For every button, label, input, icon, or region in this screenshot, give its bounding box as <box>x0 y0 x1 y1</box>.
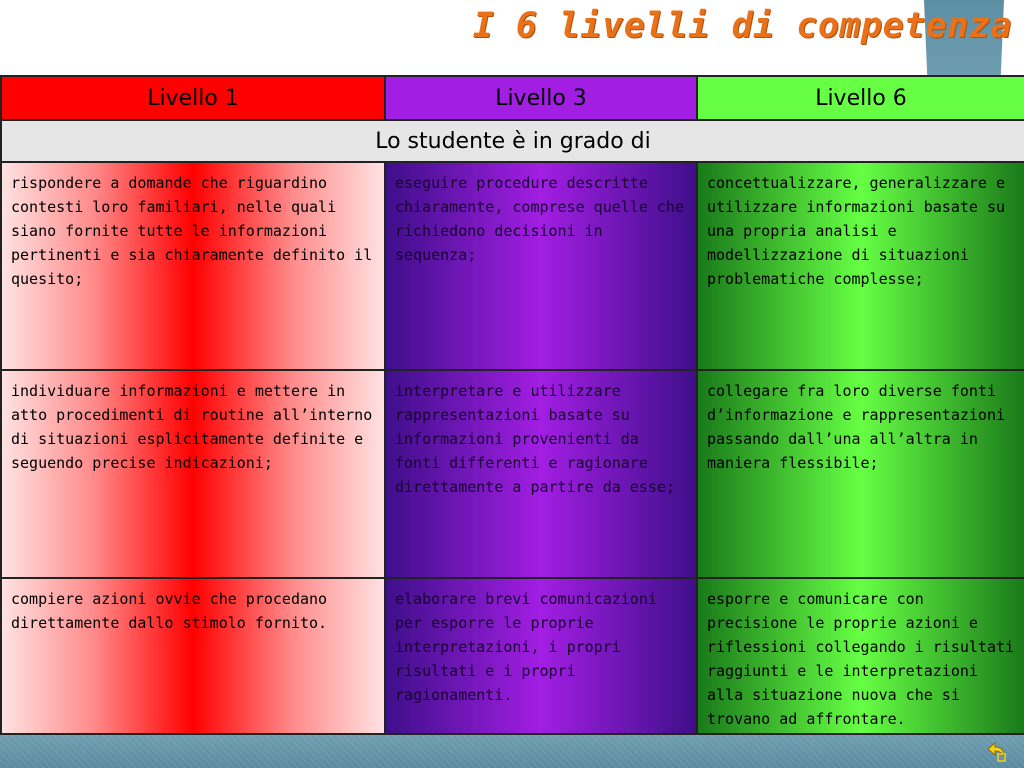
cell-text: compiere azioni ovvie che procedano direttamente dallo stimolo fornito. <box>11 590 328 632</box>
cell-text: concettualizzare, generalizzare e utilizzare informazioni basate su una propria analisi e modellizzazione di situazioni problematiche complesse; <box>707 174 1006 288</box>
table-row <box>1 162 1024 370</box>
header-row <box>1 76 1024 120</box>
cell-text: eseguire procedure descritte chiaramente, comprese quelle che richiedono decisioni in sequenza; <box>395 174 684 264</box>
level-1-cell <box>1 578 385 734</box>
cell-text: interpretare e utilizzare rappresentazioni basate su informazioni provenienti da fonti differenti e ragionare direttamente a partire da esse; <box>395 382 675 496</box>
level-3-cell <box>385 162 697 370</box>
header-level-6: Livello 6 <box>697 76 1024 120</box>
level-6-cell <box>697 578 1024 734</box>
level-1-cell <box>1 370 385 578</box>
slide-title: I 6 livelli di competenza <box>472 6 1012 46</box>
header-level-3: Livello 3 <box>385 76 697 120</box>
cell-text: rispondere a domande che riguardino contesti loro familiari, nelle quali siano fornite tutte le informazioni pertinenti e sia chiaramente definito il quesito; <box>11 174 373 288</box>
title-area <box>0 0 1024 75</box>
cell-text: individuare informazioni e mettere in atto procedimenti di routine all’interno di situazioni esplicitamente definite e seguendo precise indicazioni; <box>11 382 373 472</box>
cell-text: collegare fra loro diverse fonti d’informazione e rappresentazioni passando dall’una all’altra in maniera flessibile; <box>707 382 1006 472</box>
level-6-cell <box>697 162 1024 370</box>
level-3-cell <box>385 578 697 734</box>
level-3-cell <box>385 370 697 578</box>
table-row <box>1 578 1024 734</box>
competency-table <box>0 75 1024 735</box>
cell-text: elaborare brevi comunicazioni per esporre le proprie interpretazioni, i propri risultati e i propri ragionamenti. <box>395 590 657 704</box>
return-icon[interactable] <box>984 739 1008 763</box>
cell-text: esporre e comunicare con precisione le proprie azioni e riflessioni collegando i risultati raggiunti e le interpretazioni alla situazione nuova che si trovano ad affrontare. <box>707 590 1015 728</box>
footer-bar <box>0 735 1024 768</box>
table-row <box>1 370 1024 578</box>
header-level-1: Livello 1 <box>1 76 385 120</box>
subheader-row <box>1 120 1024 162</box>
level-6-cell <box>697 370 1024 578</box>
level-1-cell <box>1 162 385 370</box>
subheader: Lo studente è in grado di <box>1 120 1024 162</box>
